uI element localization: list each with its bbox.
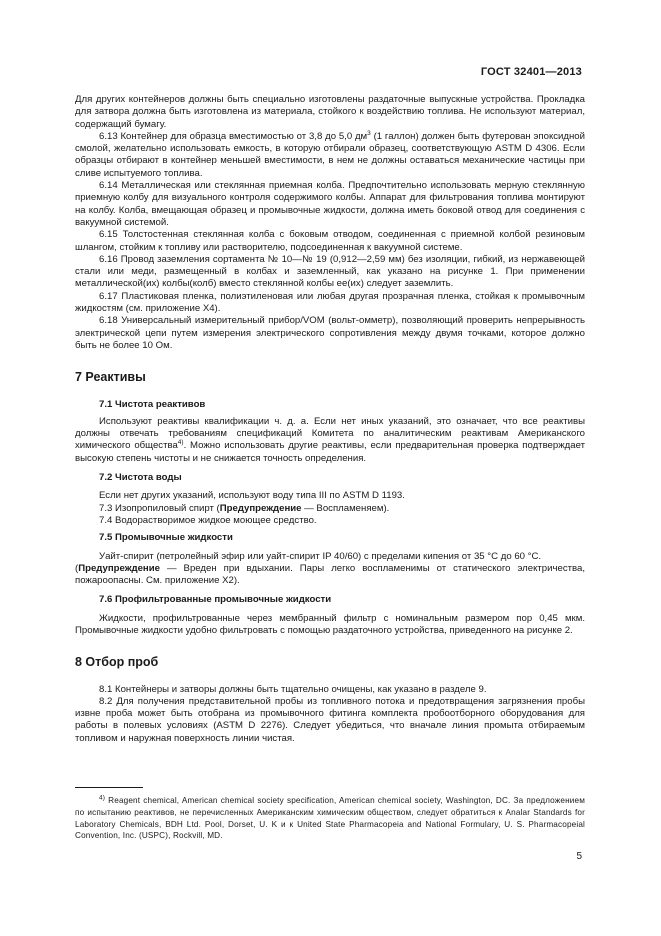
paragraph-continuation: Для других контейнеров должны быть специально изготовлены раздаточные выпускные устройства. Прокладка для затвора должна быть изготовлена из материала, стойкого к воздействию топлива. Не используют материал, содержащий бумагу. bbox=[75, 94, 585, 130]
p613-superscript: 3 bbox=[367, 129, 371, 137]
footnote-divider bbox=[75, 787, 143, 788]
footnote-marker: 4) bbox=[99, 794, 106, 802]
s75-text-c: — Вреден при вдыхании. Пары легко воспламенимы от статического электричества, пожароопасны. См. приложение Х2). bbox=[75, 562, 585, 587]
paragraph-8-1: 8.1 Контейнеры и затворы должны быть тщательно очищены, как указано в разделе 9. bbox=[99, 683, 487, 695]
section-7-5-heading: 7.5 Промывочные жидкости bbox=[99, 532, 233, 544]
p73-text-a: 7.3 Изопропиловый спирт ( bbox=[99, 502, 220, 514]
footnote-reference: 4) bbox=[177, 439, 184, 447]
footnote-text: Reagent chemical, American chemical society specification, American chemical society, Washington, DC. За предложением по испытанию реактивов, не перечисленных Американским химическим обществом, следует обратиться к Analar Standards for Laboratory Chemicals, BDH Ltd. Pool, Dorset, U. K и к United State Pharmacopeia and National Formulary, U. S. Pharmacopeial Convention, Inc. (USPC), Rockvill, MD. bbox=[75, 796, 585, 841]
s71-text-b: . Можно использовать другие реактивы, если предварительная проверка подтверждает высокую степень чистоты и не снижается точность определения. bbox=[75, 440, 585, 464]
page-number: 5 bbox=[576, 851, 582, 862]
section-7-5-text: Уайт-спирит (петролейный эфир или уайт-спирит IP 40/60) с пределами кипения от 35 °С до 60 °С. bbox=[99, 550, 542, 562]
paragraph-6-18: 6.18 Универсальный измерительный прибор/VOM (вольт-омметр), позволяющий проверить непрерывность электрической цепи путем измерения электрического сопротивления между двумя точками, которое должно быть не более 10 Ом. bbox=[75, 315, 585, 351]
warning-label: Предупреждение bbox=[78, 562, 160, 574]
section-7-1-text bbox=[75, 416, 585, 465]
s75-text-b: ( bbox=[75, 562, 79, 574]
p613-text-b: (1 галлон) должен быть футерован эпоксидной смолой, желательно использовать емкость, в которую отбирали образец, соответствующую ASTM D 4306. Если образцы отбирают в контейнер меньшей вместимости, в нем не должны оставаться механические частицы при сливе испытуемого топлива. bbox=[75, 130, 585, 179]
section-8-heading: 8 Отбор проб bbox=[75, 655, 159, 670]
section-7-2-heading: 7.2 Чистота воды bbox=[99, 472, 182, 484]
section-7-6-text: Жидкости, профильтрованные через мембранный фильтр с номинальным размером пор 0,45 мкм. Промывочные жидкости удобно фильтровать с помощью раздаточного устройства, приведенного на рисунке 2. bbox=[75, 612, 585, 636]
paragraph-6-17: 6.17 Пластиковая пленка, полиэтиленовая или любая другая прозрачная пленка, стойкая к промывочным жидкостям (см. приложение Х4). bbox=[75, 290, 585, 315]
section-7-1-heading: 7.1 Чистота реактивов bbox=[99, 398, 206, 410]
main-content bbox=[75, 94, 585, 745]
paragraph-8-2: 8.2 Для получения представительной пробы из топливного потока и предотвращения загрязнения пробы извне проба может быть отобрана из промывочного фитинга комплекта пробоотборного оборудования для работы в полевых условиях (ASTM D 2276). Следует убедиться, что вначале линия промыта отбираемым топливом и наружная поверхность линии чистая. bbox=[75, 695, 585, 744]
paragraph-7-3 bbox=[75, 503, 585, 515]
section-7-6-heading: 7.6 Профильтрованные промывочные жидкости bbox=[99, 594, 332, 606]
p73-text-b: — Воспламеняем). bbox=[301, 502, 390, 514]
footnote bbox=[75, 795, 585, 842]
section-7-heading: 7 Реактивы bbox=[75, 370, 146, 385]
section-7-2-text: Если нет других указаний, используют воду типа III по ASTM D 1193. bbox=[99, 490, 405, 502]
s71-text-a: Используют реактивы квалификации ч. д. а. Если нет иных указаний, это означает, что все реактивы должны отвечать требованиям спецификаций Комитета по аналитическим реактивам Американского химического общества bbox=[75, 415, 585, 452]
paragraph-6-15: 6.15 Толстостенная стеклянная колба с боковым отводом, соединенная с приемной колбой резиновым шлангом, стойким к топливу или растворителю, подсоединенная к вакуумной системе. bbox=[75, 229, 585, 253]
p613-text-a: 6.13 Контейнер для образца вместимостью от 3,8 до 5,0 дм bbox=[99, 130, 368, 142]
document-header: ГОСТ 32401—2013 bbox=[480, 66, 582, 78]
paragraph-6-16: 6.16 Провод заземления сортамента № 10—№ 19 (0,912—2,59 мм) без изоляции, гибкий, из нержавеющей стали или меди, размещенный в колбах и заземленный, как указано на рисунке 1. При применении металлической(их) колбы(колб) вместо стеклянной колбы ее(их) следует заземлить. bbox=[75, 253, 585, 290]
paragraph-7-4: 7.4 Водорастворимое жидкое моющее средство. bbox=[99, 514, 317, 526]
paragraph-6-14: 6.14 Металлическая или стеклянная приемная колба. Предпочтительно использовать мерную стеклянную приемную колбу для визуального контроля содержимого колбы. Аппарат для фильтрования топлива монтируют на колбу. Колба, вмещающая образец и промывочные жидкости, должна иметь боковой отвод для соединения с вакуумной системой. bbox=[75, 180, 585, 228]
section-7-5-warning bbox=[75, 563, 585, 588]
paragraph-6-13 bbox=[75, 131, 585, 180]
warning-label: Предупреждение bbox=[219, 502, 302, 514]
